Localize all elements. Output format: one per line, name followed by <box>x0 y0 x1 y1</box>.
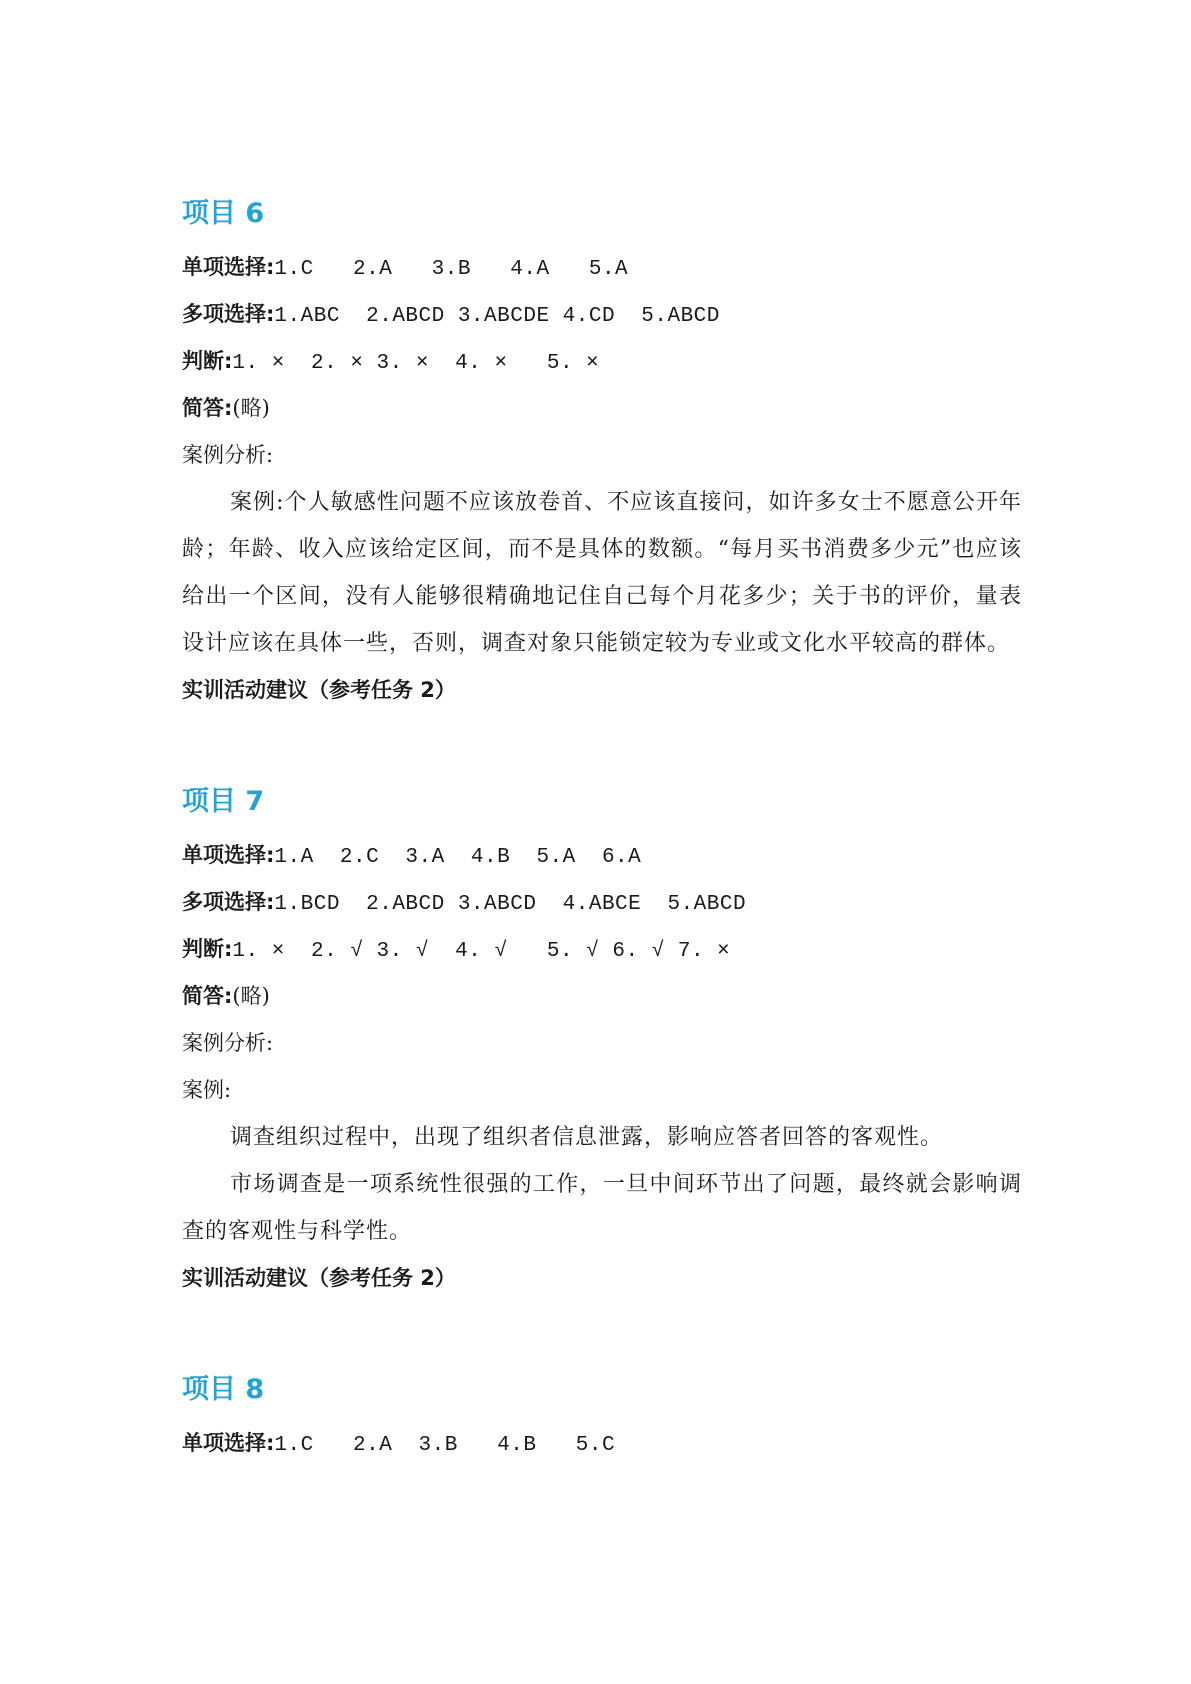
judgment-label: 判断: <box>182 937 233 961</box>
multi-choice-answers: 1.ABC 2.ABCD 3.ABCDE 4.CD 5.ABCD <box>274 305 720 328</box>
multi-choice-row <box>182 291 1022 338</box>
section-heading: 项目 7 <box>182 786 265 817</box>
case-analysis-label: 案例分析: <box>182 443 274 467</box>
judgment-label: 判断: <box>182 349 233 373</box>
section-project-7 <box>182 786 1022 1302</box>
training-suggestion: 实训活动建议（参考任务 2） <box>182 1266 456 1290</box>
section-heading: 项目 8 <box>182 1374 265 1405</box>
case-analysis-label: 案例分析: <box>182 1031 274 1055</box>
training-suggestion: 实训活动建议（参考任务 2） <box>182 678 456 702</box>
short-answer-label: 简答: <box>182 396 233 420</box>
judgment-answers: 1. × 2. √ 3. √ 4. √ 5. √ 6. √ 7. × <box>232 940 731 963</box>
multi-choice-label: 多项选择: <box>182 302 275 326</box>
multi-choice-label: 多项选择: <box>182 890 275 914</box>
single-choice-label: 单项选择: <box>182 255 275 279</box>
section-project-8 <box>182 1374 1022 1467</box>
multi-choice-row <box>182 879 1022 926</box>
short-answer-row <box>182 385 1022 432</box>
section-heading: 项目 6 <box>182 198 265 229</box>
short-answer-value: (略) <box>232 396 270 420</box>
case-paragraph: 市场调查是一项系统性很强的工作，一旦中间环节出了问题，最终就会影响调查的客观性与科学性。 <box>182 1172 1022 1244</box>
short-answer-row <box>182 973 1022 1020</box>
multi-choice-answers: 1.BCD 2.ABCD 3.ABCD 4.ABCE 5.ABCD <box>274 893 747 916</box>
single-choice-row <box>182 832 1022 879</box>
single-choice-answers: 1.C 2.A 3.B 4.A 5.A <box>274 258 629 281</box>
single-choice-label: 单项选择: <box>182 843 275 867</box>
judgment-row <box>182 338 1022 385</box>
judgment-row <box>182 926 1022 973</box>
short-answer-label: 简答: <box>182 984 233 1008</box>
case-paragraph: 案例:个人敏感性问题不应该放卷首、不应该直接问，如许多女士不愿意公开年龄；年龄、收入应该给定区间，而不是具体的数额。“每月买书消费多少元”也应该给出一个区间，没有人能够很精确地记住自己每个月花多少；关于书的评价，量表设计应该在具体一些，否则，调查对象只能锁定较为专业或文化水平较高的群体。 <box>182 490 1022 656</box>
single-choice-answers: 1.A 2.C 3.A 4.B 5.A 6.A <box>274 846 642 869</box>
section-project-6 <box>182 198 1022 714</box>
judgment-answers: 1. × 2. × 3. × 4. × 5. × <box>232 352 600 375</box>
single-choice-answers: 1.C 2.A 3.B 4.B 5.C <box>274 1434 616 1457</box>
short-answer-value: (略) <box>232 984 270 1008</box>
case-sub-label: 案例: <box>182 1078 232 1102</box>
single-choice-row <box>182 1420 1022 1467</box>
single-choice-label: 单项选择: <box>182 1431 275 1455</box>
case-paragraph: 调查组织过程中，出现了组织者信息泄露，影响应答者回答的客观性。 <box>230 1125 944 1150</box>
document-page <box>182 198 1022 1467</box>
single-choice-row <box>182 244 1022 291</box>
